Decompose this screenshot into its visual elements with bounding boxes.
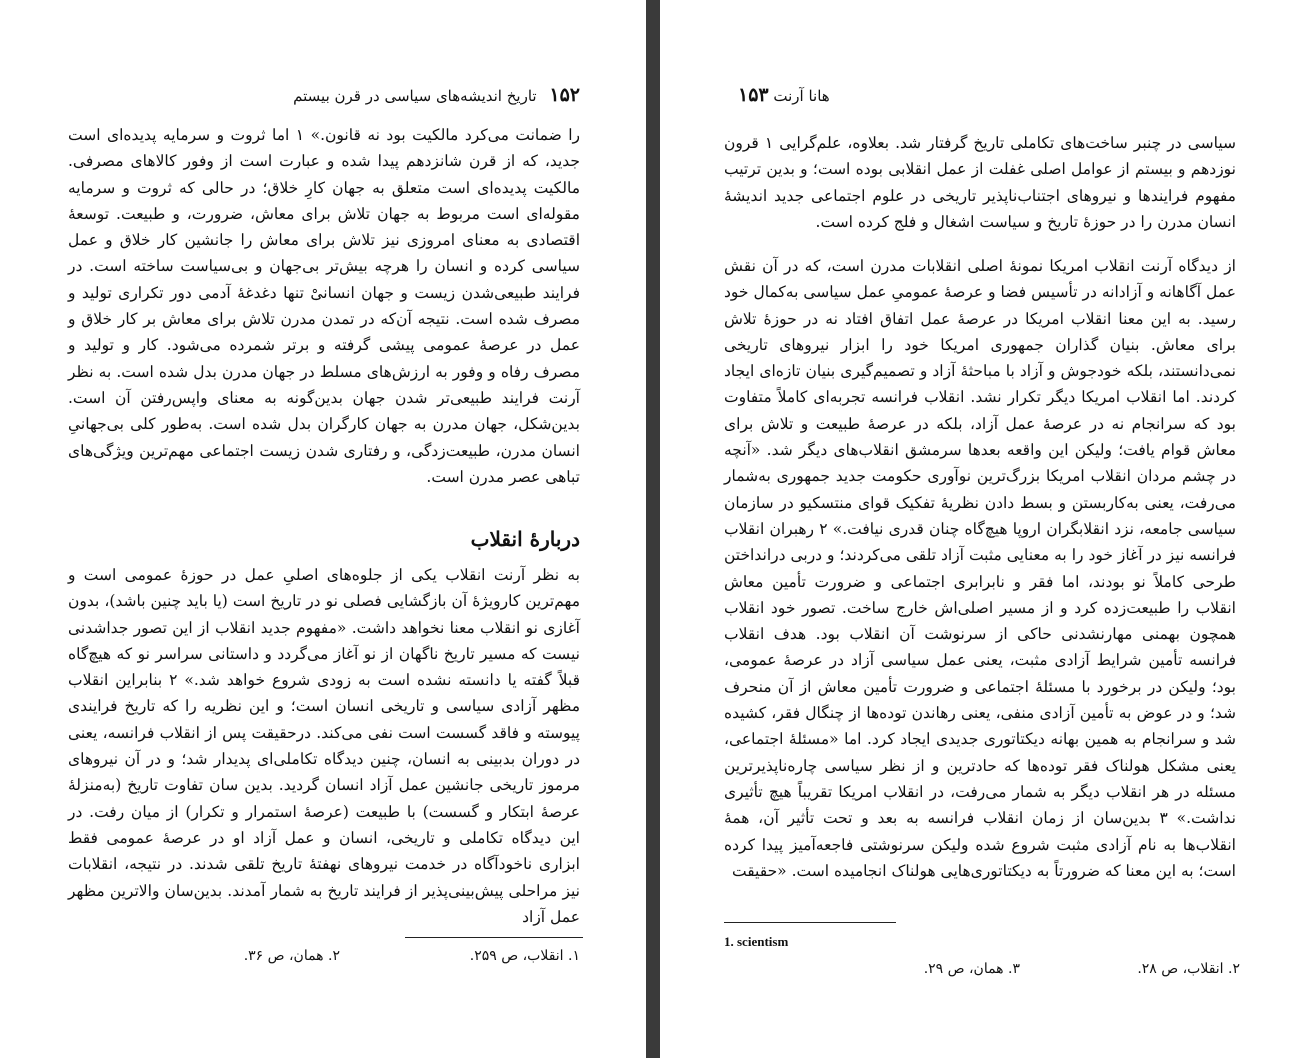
book-gutter (646, 0, 660, 1058)
right-page-number: ۱۵۳ (738, 84, 769, 106)
right-page-header (730, 84, 890, 106)
left-paragraph-1: را ضمانت می‌کرد مالکیت بود نه قانون.» ۱ اما ثروت و سرمایه پدیده‌ای است جدید، که از قرن شانزدهم پیدا شده و عبارت است از وفور کالاهای مصرفی. مالکیت پدیده‌ای است متعلق به جهان کارِ خلاق؛ در حالی که ثروت و سرمایه مقوله‌ای است مربوط به جهان تلاش برای معاش، ضرورت، و طبیعت. توسعهٔ اقتصادی به معنای امروزی نیز تلاش برای معاش را جانشین کار خلاق و عمل سیاسی کرده و انسان را هرچه بیش‌تر بی‌جهان و بی‌سیاست ساخته است. در فرایند طبیعی‌شدن زیست و جهان انسانیْ تنها دغدغهٔ آدمی دور تکراری تولید و مصرف شده است. نتیجه آن‌که در تمدن مدرن تلاش برای معاش بر کار خلاق و عمل در عرصهٔ عمومی پیشی گرفته و برتر شمرده می‌شود. کار و تولید و مصرف رفاه و وفور به ارزش‌های مسلط در جهان مدرن بدل شده است. به نظر آرنت فرایند طبیعی‌تر شدن جهان بدین‌گونه به معنای واپس‌رفتن آن است. بدین‌شکل، جهان مدرن به جهان کارگران بدل شده است. به‌طور کلی بی‌جهانیِ انسان مدرن، طبیعت‌زدگی، و رفتاری شدن زیست اجتماعی مهم‌ترین ویژگی‌های تباهی عصر مدرن است. (68, 126, 581, 486)
right-footnote-1: 1. scientism (724, 934, 789, 949)
right-footnote-2: ۲. انقلاب، ص ۲۸. (1137, 961, 1240, 977)
left-footnote-1: ۱. انقلاب، ص ۲۵۹. (469, 948, 580, 964)
left-footnote-2: ۲. همان، ص ۳۶. (243, 948, 340, 964)
section-heading: دربارهٔ انقلاب (470, 527, 580, 551)
left-page-header (293, 84, 580, 106)
left-paragraph-2: به نظر آرنت انقلاب یکی از جلوه‌های اصلیِ عمل در حوزهٔ عمومی است و مهم‌ترین کارویژهٔ آن بازگشایی فصلی نو در تاریخ است (یا باید چنین باشد)، بدون آغازی نو انقلاب معنا نخواهد داشت. «مفهوم جدید انقلاب از این تصور جداشدنی نیست که مسیر تاریخ ناگهان از نو آغاز می‌گردد و داستانی سراسر نو که هیچ‌گاه قبلاً گفته یا دانسته نشده است به زودی شروع خواهد شد.» ۲ بنابراین انقلاب مظهر آزادی سیاسی و تاریخی انسان است؛ و این نظریه را که تاریخ فرایندی پیوسته و فاقد گسست است نفی می‌کند. درحقیقت پس از انقلاب فرانسه، یعنی در دوران بدبینی به انسان، چنین دیدگاه تکاملی‌ای پدیدار شد؛ و در آن نیروهای مرموز تاریخی جانشین عمل آزاد انسان گردید. بدین سان تفاوت تاریخ (به‌منزلهٔ عرصهٔ ابتکار و گسست) با طبیعت (عرصهٔ استمرار و تکرار) از میان رفت. در این دیدگاه تکاملی و تاریخی، انسان و عمل آزاد او در عرصهٔ عمومی فقط ابزاری ناخودآگاه در خدمت نیروهای نهفتهٔ تاریخ تلقی شدند. در نتیجه، انقلابات نیز مراحلی پیش‌بینی‌پذیر از فرایند تاریخ به شمار آمدند. بدین‌سان والاترین مظهر عمل آزاد (68, 566, 581, 926)
right-running-title: هانا آرنت (773, 87, 830, 105)
right-paragraph-1: سیاسی در چنبر ساخت‌های تکاملی تاریخ گرفتار شد. بعلاوه، علم‌گرایی ۱ قرون نوزدهم و بیستم از عوامل اصلی غفلت از عمل انقلابی بوده است؛ و بدین ترتیب مفهوم فرایندها و نیروهای اجتناب‌ناپذیر تاریخی در علوم اجتماعی جدید اندیشهٔ انسان مدرن را در حوزهٔ تاریخ و سیاست اشغال و فلج کرده است. (724, 134, 1236, 231)
right-footnote-3: ۳. همان، ص ۲۹. (923, 961, 1020, 977)
left-footnote-rule (405, 937, 583, 938)
left-page-number: ۱۵۲ (549, 84, 580, 106)
left-running-title: تاریخ اندیشه‌های سیاسی در قرن بیستم (293, 87, 537, 105)
right-paragraph-2: از دیدگاه آرنت انقلاب امریکا نمونهٔ اصلی انقلابات مدرن است، که در آن نقش عمل آگاهانه و آزادانه در تأسیس فضا و عرصهٔ عمومیِ عمل سیاسی به‌کمال خود رسید. به این معنا انقلاب امریکا در عرصهٔ عمل اتفاق افتاد نه در حوزهٔ تلاش برای معاش. بنیان گذاران جمهوری امریکا خود را ابزار نیروهای تاریخی نمی‌دانستند، بلکه خودجوش و آزاد با مباحثهٔ آزاد و تصمیم‌گیری بنیان تازه‌ای ایجاد کردند. اما انقلاب امریکا دیگر تکرار نشد. انقلاب فرانسه تجربه‌ای کاملاً متفاوت بود که سرانجام نه در عرصهٔ عمل آزاد، بلکه در عرصهٔ طبیعت و تلاش برای معاش قوام یافت؛ ولیکن این واقعه بعدها سرمشق انقلاب‌های دیگر شد. «آنچه در چشم مردان انقلاب امریکا بزرگ‌ترین نوآوری حکومت جدید جمهوری به‌شمار می‌رفت، یعنی به‌کاربستن و بسط دادن نظریهٔ تفکیک قوای منتسکیو در سازمان سیاسی جامعه، نزد انقلابگران اروپا هیچ‌گاه چنان قدری نیافت.» ۲ رهبران انقلاب فرانسه نیز در آغاز خود را به معنایی مثبت آزاد تلقی می‌کردند؛ و دربی درانداختن طرحی کاملاً نو بودند، اما فقر و نابرابری اجتماعی و ضرورت تأمین معاش انقلاب را طبیعت‌زده کرد و از مسیر اصلی‌اش خارج ساخت. تصور خود انقلاب همچون بهمنی مهارنشدنی حاکی از سرنوشت آن انقلاب بود. هدف انقلاب فرانسه تأمین شرایط آزادی مثبت، یعنی عمل سیاسی آزاد در عرصهٔ عمومی، بود؛ ولیکن در برخورد با مسئلهٔ اجتماعی و ضرورت تأمین معاش از آن منحرف شد؛ و در عوض به تأمین آزادی منفی، یعنی رهاندن توده‌ها از چنگال فقر، کشیده شد و سرانجام به همین بهانه دیکتاتوری جدیدی ایجاد کرد. اما «مسئلهٔ اجتماعی، یعنی مشکل هولناک فقر توده‌ها که حادترین و از نظر سیاسی چاره‌ناپذیرترین مسئله در هر انقلاب دیگر به شمار می‌رفت، در انقلاب امریکا تقریباً هیچ تأثیری نداشت.» ۳ بدین‌سان از زمان انقلاب فرانسه به بعد و تحت تأثیر آن، همهٔ انقلاب‌ها به نام آزادی مثبت شروع شده ولیکن سرنوشتی فاجعه‌آمیز پیدا کرده است؛ به این معنا که ضرورتاً به دیکتاتوری‌هایی هولناک انجامیده است. «حقیقت (724, 257, 1236, 880)
right-footnote-rule (724, 922, 896, 923)
